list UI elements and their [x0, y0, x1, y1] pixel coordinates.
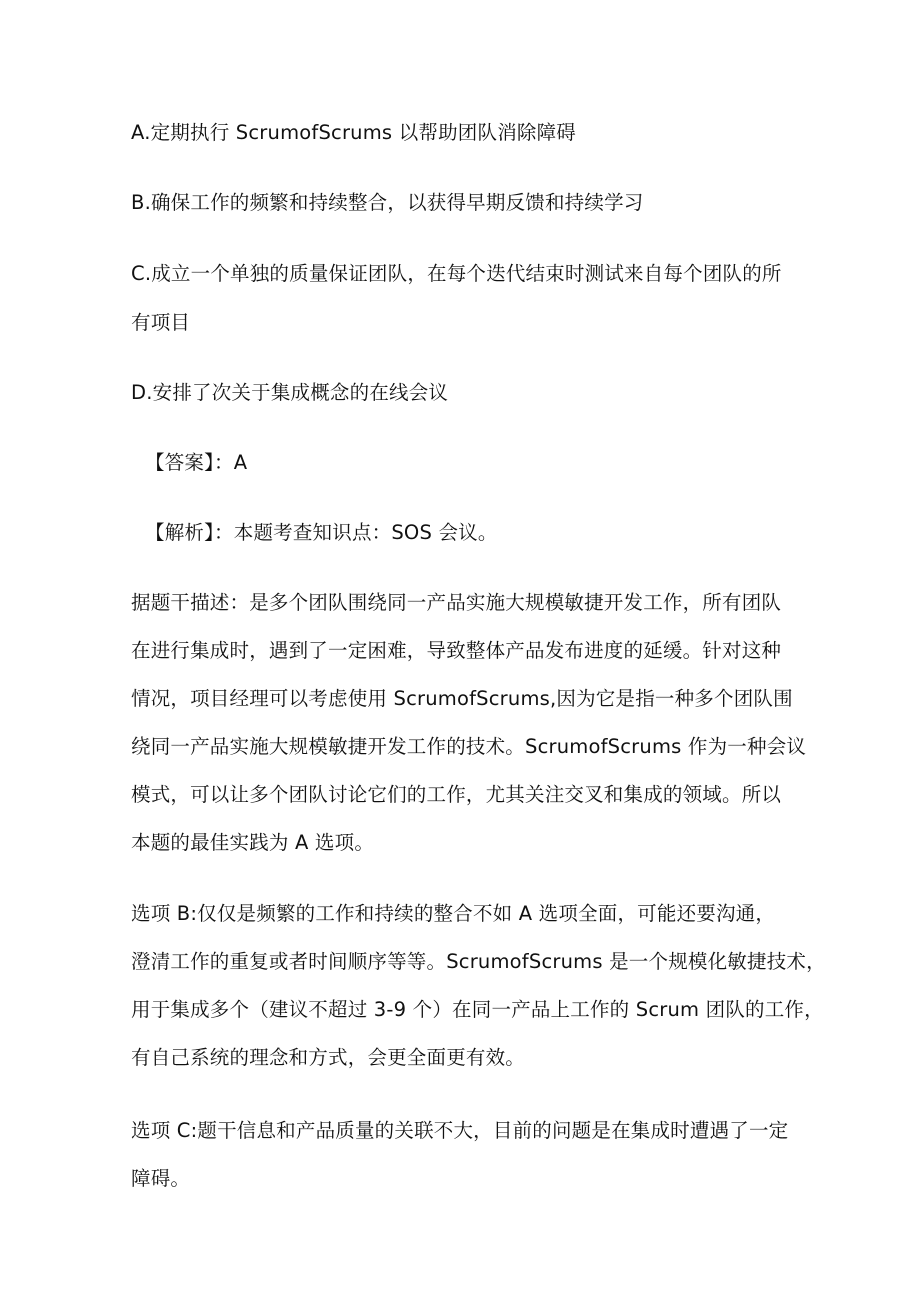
option-b-explanation-line: 澄清工作的重复或者时间顺序等等。ScrumofScrums 是一个规模化敏捷技术，: [131, 950, 826, 973]
option-b-explanation-line: 有自己系统的理念和方式，会更全面更有效。: [131, 1046, 526, 1069]
option-d: D.安排了次关于集成概念的在线会议: [131, 381, 449, 404]
option-c-line-2: 有项目: [131, 311, 191, 334]
option-c-line-1: C.成立一个单独的质量保证团队，在每个迭代结束时测试来自每个团队的所: [131, 262, 782, 285]
description-line: 绕同一产品实施大规模敏捷开发工作的技术。ScrumofScrums 作为一种会议: [131, 735, 807, 758]
option-a: A.定期执行 ScrumofScrums 以帮助团队消除障碍: [131, 121, 576, 144]
option-b-explanation-line: 选项 B:仅仅是频繁的工作和持续的整合不如 A 选项全面，可能还要沟通，: [131, 902, 776, 925]
option-b: B.确保工作的频繁和持续整合，以获得早期反馈和持续学习: [131, 191, 644, 214]
description-line: 模式，可以让多个团队讨论它们的工作，尤其关注交叉和集成的领域。所以: [131, 783, 782, 806]
description-line: 在进行集成时，遇到了一定困难，导致整体产品发布进度的延缓。针对这种: [131, 639, 782, 662]
analysis-label: 【解析】：本题考查知识点：SOS 会议。: [145, 521, 498, 544]
option-c-explanation-line: 障碍。: [131, 1167, 191, 1190]
description-line: 情况，项目经理可以考虑使用 ScrumofScrums,因为它是指一种多个团队围: [131, 687, 793, 710]
answer: 【答案】：A: [145, 451, 248, 474]
option-c-explanation-line: 选项 C:题干信息和产品质量的关联不大，目前的问题是在集成时遭遇了一定: [131, 1119, 789, 1142]
description-line: 据题干描述：是多个团队围绕同一产品实施大规模敏捷开发工作，所有团队: [131, 591, 782, 614]
option-b-explanation-line: 用于集成多个（建议不超过 3-9 个）在同一产品上工作的 Scrum 团队的工作，: [131, 998, 824, 1021]
description-line: 本题的最佳实践为 A 选项。: [131, 831, 375, 854]
